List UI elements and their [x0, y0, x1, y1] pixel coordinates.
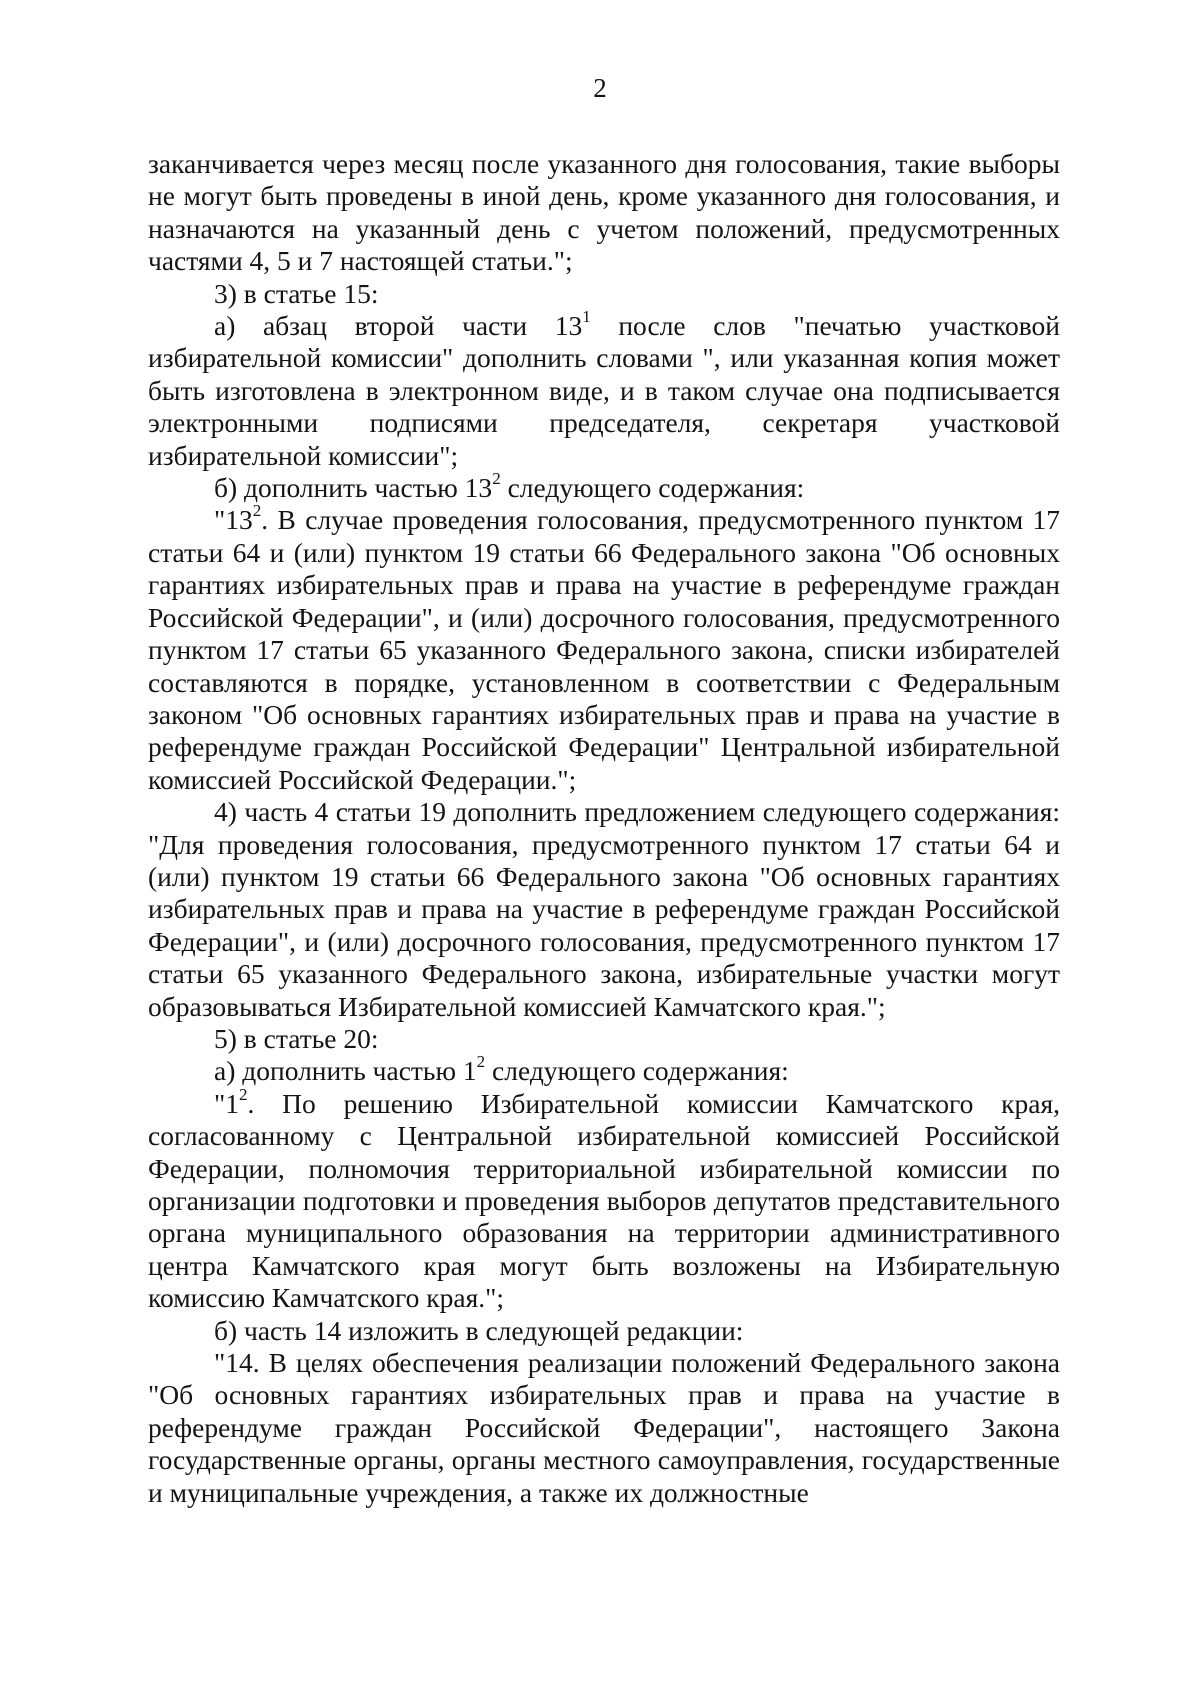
paragraph-text: б) дополнить частью 13 — [214, 472, 493, 504]
paragraph-text: а) абзац второй части 13 — [214, 310, 583, 342]
paragraph-text: следующего содержания: — [485, 1055, 789, 1087]
paragraph-text: "14. В целях обеспечения реализации положений Федерального закона "Об основных гарантиях избирательных прав и права на участие в референдуме граждан Российской Федерации", настоящего Закона государственные органы, органы местного самоуправления, государственные и муниципальные учреждения, а также их должностные — [148, 1347, 1060, 1508]
paragraph-p10 — [148, 1315, 1060, 1347]
paragraph-text: следующего содержания: — [500, 472, 805, 504]
paragraph-text: после слов "печатью участковой избирательной комиссии" дополнить словами ", или указанная копия может быть изготовлена в электронном виде, и в таком случае она подписывается электронными подписями председателя, секретаря участковой избирательной комиссии"; — [148, 310, 1060, 471]
superscript-index: 1 — [582, 307, 591, 327]
paragraph-text: 5) в статье 20: — [214, 1022, 379, 1054]
paragraph-text: 4) часть 4 статьи 19 дополнить предложением следующего содержания: "Для проведения голосования, предусмотренного пунктом 17 статьи 64 и (или) пунктом 19 статьи 66 Федерального закона "Об основных гарантиях избирательных прав и права на участие в референдуме граждан Российской Федерации", и (или) досрочного голосования, предусмотренного пунктом 17 статьи 65 указанного Федерального закона, избирательные участки могут образовываться Избирательной комиссией Камчатского края."; — [148, 796, 1060, 1022]
paragraph-p8 — [148, 1052, 1060, 1087]
paragraph-text: . По решению Избирательной комиссии Камчатского края, согласованному с Центральной избирательной комиссией Российской Федерации, полномочия территориальной избирательной комиссии по организации подготовки и проведения выборов депутатов представительного органа муниципального образования на территории административного центра Камчатского края могут быть возложены на Избирательную комиссию Камчатского края."; — [148, 1087, 1060, 1314]
superscript-index: 2 — [492, 469, 501, 489]
superscript-index: 2 — [238, 1085, 248, 1104]
paragraph-text: б) часть 14 изложить в следующей редакции: — [214, 1314, 744, 1346]
document-body — [148, 148, 1060, 1509]
paragraph-p4 — [148, 469, 1060, 504]
paragraph-p5 — [148, 501, 1060, 796]
paragraph-p7 — [148, 1023, 1060, 1055]
paragraph-p9 — [148, 1085, 1060, 1315]
paragraph-p2 — [148, 278, 1060, 310]
paragraph-p3 — [148, 307, 1060, 472]
paragraph-text: 3) в статье 15: — [214, 277, 379, 309]
paragraph-text: "13 — [214, 504, 253, 536]
paragraph-text: . В случае проведения голосования, предусмотренного пунктом 17 статьи 64 и (или) пунктом 19 статьи 66 Федерального закона "Об основных гарантиях избирательных прав и права на участие в референдуме граждан Российской Федерации", и (или) досрочного голосования, предусмотренного пунктом 17 статьи 65 указанного Федерального закона, списки избирателей составляются в порядке, установленном в соответствии с Федеральным законом "Об основных гарантиях избирательных прав и права на участие в референдуме граждан Российской Федерации" Центральной избирательной комиссией Российской Федерации."; — [148, 504, 1060, 795]
superscript-index: 2 — [252, 501, 262, 521]
paragraph-p11 — [148, 1347, 1060, 1509]
paragraph-text: "1 — [214, 1087, 239, 1119]
page-number: 2 — [593, 73, 607, 103]
superscript-index: 2 — [476, 1052, 486, 1072]
paragraph-text: заканчивается через месяц после указанного дня голосования, такие выборы не могут быть проведены в иной день, кроме указанного дня голосования, и назначаются на указанный день с учетом положений, предусмотренных частями 4, 5 и 7 настоящей статьи."; — [148, 148, 1060, 277]
paragraph-p6 — [148, 796, 1060, 1023]
paragraph-p1 — [148, 148, 1060, 278]
paragraph-text: а) дополнить частью 1 — [214, 1055, 477, 1087]
